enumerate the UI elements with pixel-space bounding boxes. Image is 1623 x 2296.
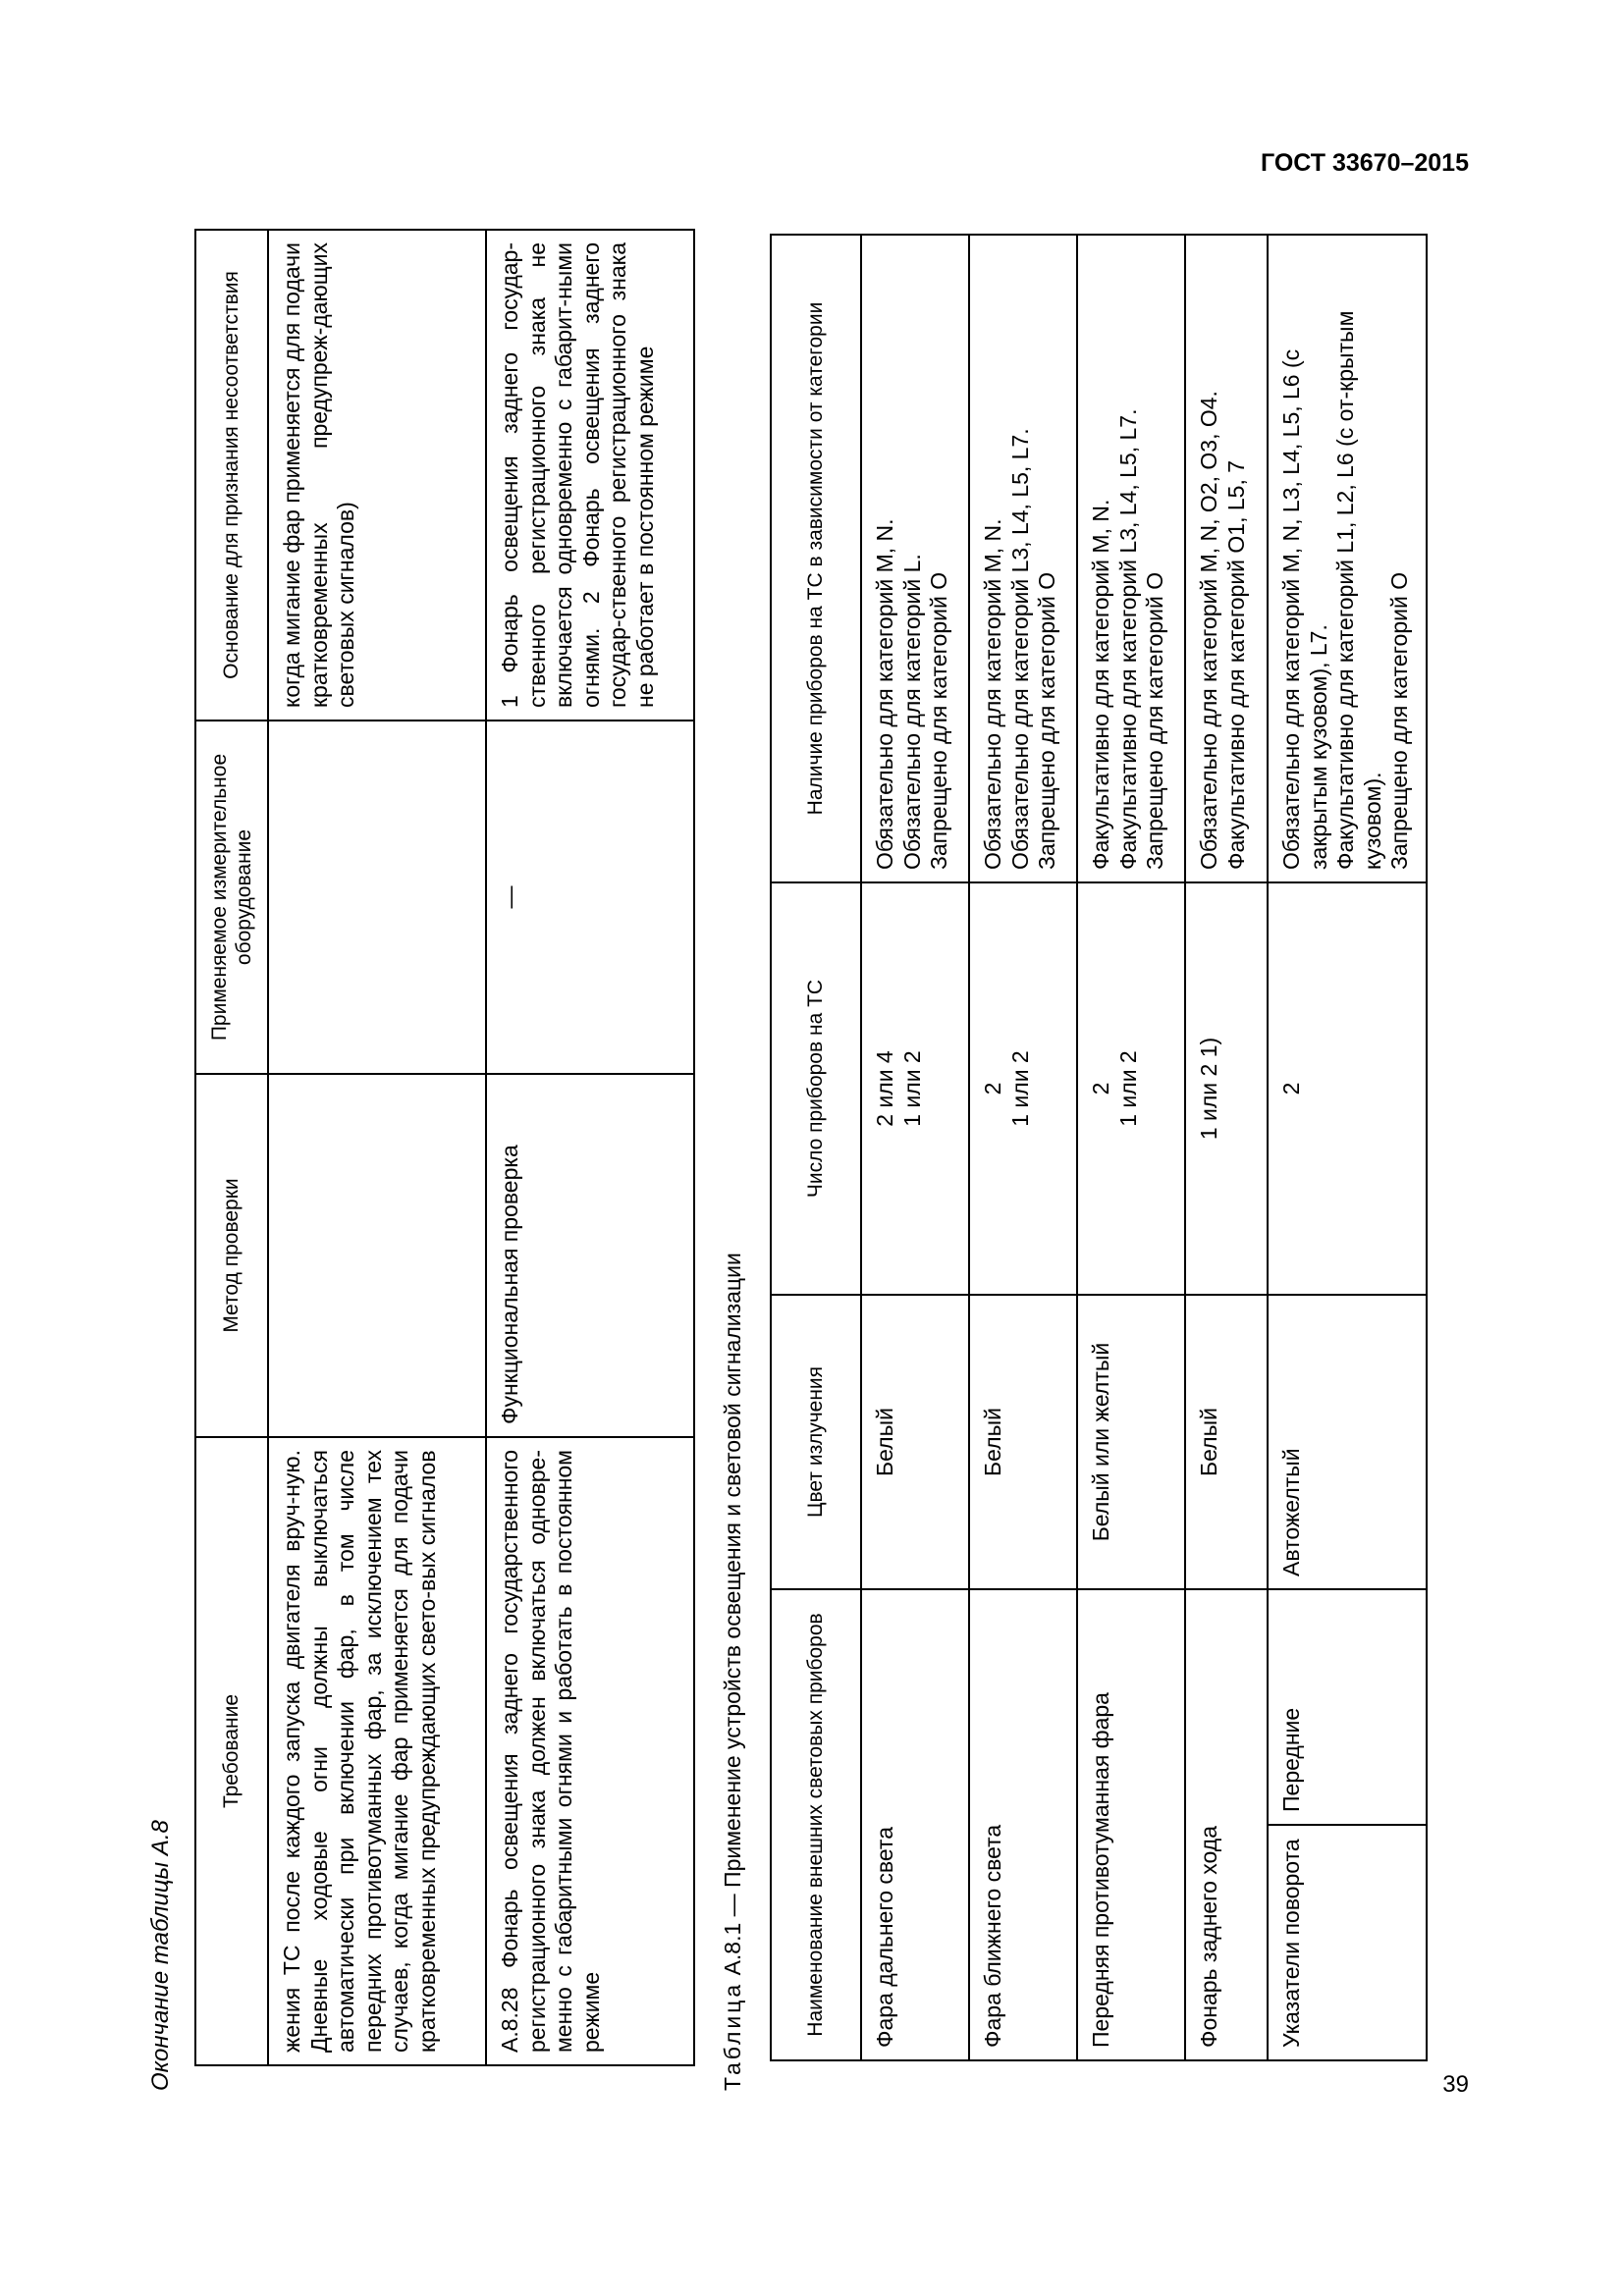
cell-count: 2 или 4 1 или 2 [861,882,969,1295]
cell-color: Автожелтый [1268,1295,1427,1589]
cell-presence: Обязательно для категорий M, N. Обязательно для категорий L. Запрещено для категорий О [861,235,969,882]
cell-name: Фара ближнего света [969,1589,1077,2060]
cell-presence: Обязательно для категорий M, N. Обязательно для категорий L3, L4, L5, L7. Запрещено для категорий О [969,235,1077,882]
cell-count: 2 [1268,882,1427,1295]
cell-name: Фонарь заднего хода [1185,1589,1268,2060]
page-number: 39 [1442,2071,1469,2098]
table-row [969,235,1077,2060]
cell-method: Функциональная проверка [486,1074,694,1437]
table-a81-header-row [771,235,861,2060]
header-presence: Наличие приборов на ТС в зависимости от категории [771,235,861,882]
cell-presence: Обязательно для категорий M, N, L3, L4, L5, L6 (с закрытым кузовом), L7. Факультативно для категорий L1, L2, L6 (с от-крытым кузовом). Запрещено для категорий О [1268,235,1427,882]
table-row [861,235,969,2060]
table-caption [720,1109,746,2091]
table-a8-1 [770,234,1428,2061]
document-code: ГОСТ 33670–2015 [1261,149,1469,177]
cell-name: Передняя противотуманная фара [1077,1589,1185,2060]
table-row [1077,235,1185,2060]
cell-color: Белый [1185,1295,1268,1589]
table-a8 [194,229,695,2066]
table-caption-text: А.8.1 — Применение устройств освещения и световой сигнализации [720,1253,745,1976]
cell-name: Указатели поворота [1268,1825,1427,2060]
cell-presence: Факультативно для категорий M, N. Факультативно для категорий L3, L4, L5, L7. Запрещено для категорий О [1077,235,1185,882]
table-row [268,230,486,2065]
cell-subname: Передние [1268,1589,1427,1825]
cell-color: Белый [969,1295,1077,1589]
cell-requirement: жения ТС после каждого запуска двигателя вруч-ную. Дневные ходовые огни должны выключаться автоматически при включении фар, в том числе передних противотуманных фар, за исключением тех случаев, когда мигание фар применяется для подачи кратковременных предупреждающих свето-вых сигналов [268,1437,486,2065]
table-row [486,230,694,2065]
table-caption-prefix: Таблица [720,1981,745,2091]
cell-basis: 1 Фонарь освещения заднего государ-ственного регистрационного знака не включается одновременно с габарит-ными огнями. 2 Фонарь освещения заднего государ-ственного регистрационного знака не работает в постоянном режиме [486,230,694,721]
cell-count: 2 1 или 2 [1077,882,1185,1295]
table-row [1268,235,1427,2060]
cell-equipment: — [486,721,694,1074]
header-name: Наименование внешних световых приборов [771,1589,861,2060]
header-color: Цвет излучения [771,1295,861,1589]
cell-basis: когда мигание фар применяется для подачи кратковременных предупреж-дающих световых сигналов) [268,230,486,721]
table-row [1185,235,1268,2060]
cell-requirement: А.8.28 Фонарь освещения заднего государственного регистрационного знака должен включаться одновре-менно с габаритными огнями и работать в постоянном режиме [486,1437,694,2065]
cell-presence: Обязательно для категорий M, N, O2, O3, O4. Факультативно для категорий O1, L5, 7 [1185,235,1268,882]
cell-count: 2 1 или 2 [969,882,1077,1295]
cell-method [268,1074,486,1437]
table-a8-header-row [195,230,268,2065]
header-equipment: Применяемое измерительное оборудование [195,721,268,1074]
header-count: Число приборов на ТС [771,882,861,1295]
cell-equipment [268,721,486,1074]
cell-color: Белый или желтый [1077,1295,1185,1589]
header-basis: Основание для признания несоответствия [195,230,268,721]
header-method: Метод проверки [195,1074,268,1437]
continuation-caption: Окончание таблицы А.8 [147,1820,174,2091]
cell-name: Фара дальнего света [861,1589,969,2060]
cell-color: Белый [861,1295,969,1589]
header-requirement: Требование [195,1437,268,2065]
cell-count: 1 или 2 1) [1185,882,1268,1295]
